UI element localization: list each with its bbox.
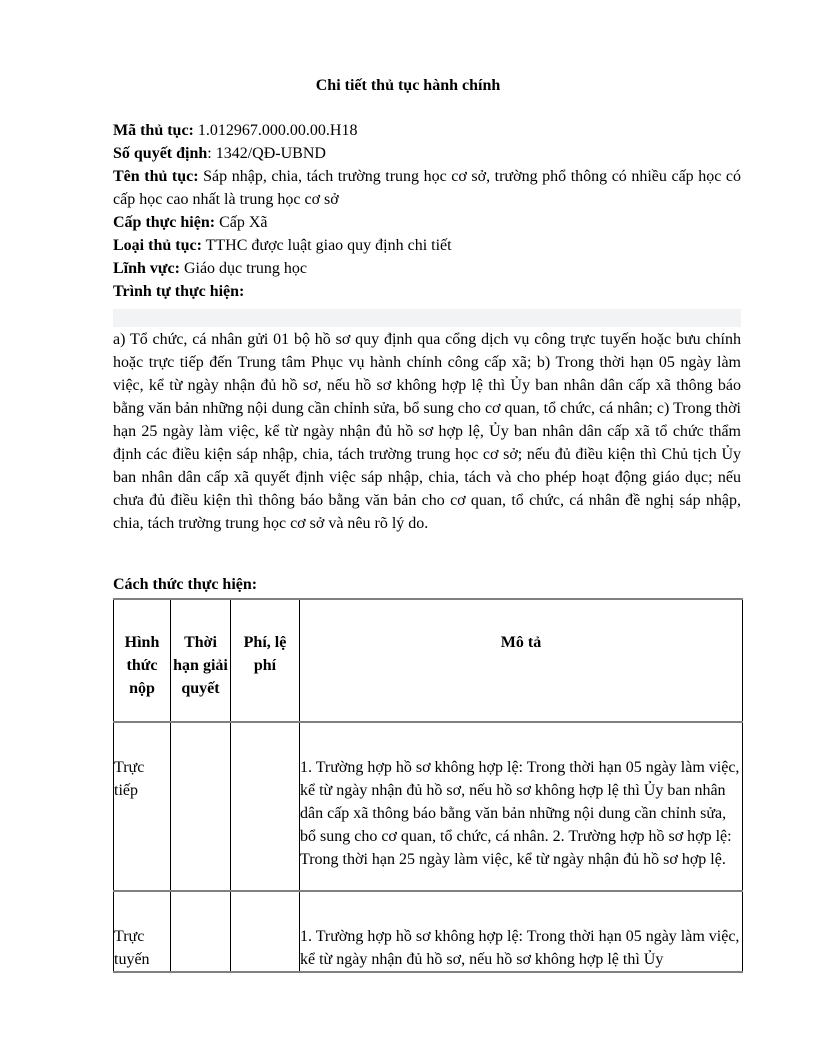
procedure-info (113, 119, 741, 303)
field-value: 1.012967.000.00.00.H18 (193, 122, 358, 139)
table-header-row (114, 599, 743, 722)
cell-fee (231, 891, 300, 972)
cell-description (300, 722, 743, 891)
header-phi-le-phi: Phí, lệ phí (231, 599, 300, 722)
field-label: Loại thủ tục: (113, 237, 202, 254)
duration-value (171, 723, 230, 756)
field-value: TTHC được luật giao quy định chi tiết (201, 237, 452, 254)
field-trinh-tu (113, 280, 741, 303)
cell-method (114, 722, 171, 891)
field-linh-vuc (113, 257, 741, 280)
field-label: Tên thủ tục: (113, 168, 199, 185)
field-value: Giáo dục trung học (179, 260, 308, 277)
duration-value (171, 892, 230, 925)
description-value: 1. Trường hợp hồ sơ không hợp lệ: Trong thời hạn 05 ngày làm việc, kể từ ngày nhận đủ hồ sơ, nếu hồ sơ không hợp lệ thì Ủy ban nhân dân cấp xã thông báo bằng văn bản những nội dung cần chỉnh sửa, bổ sung cho cơ quan, tổ chức, cá nhân. 2. Trường hợp hồ sơ hợp lệ: Trong thời hạn 25 ngày làm việc, kể từ ngày nhận đủ hồ sơ hợp lệ. (300, 759, 740, 868)
field-ten-thu-tuc (113, 165, 741, 211)
cell-duration (171, 722, 231, 891)
field-value: : 1342/QĐ-UBND (207, 145, 326, 162)
field-label: Trình tự thực hiện: (113, 283, 245, 300)
cell-fee (231, 722, 300, 891)
field-label: Số quyết định (113, 145, 208, 162)
field-label: Lĩnh vực: (113, 260, 180, 277)
field-label: Cấp thực hiện: (113, 214, 216, 231)
field-value: Cấp Xã (215, 214, 268, 231)
page-title: Chi tiết thủ tục hành chính (315, 77, 501, 94)
cell-duration (171, 891, 231, 972)
header-thoi-han: Thời hạn giải quyết (171, 599, 231, 722)
cell-method (114, 891, 171, 972)
section-divider (113, 309, 741, 327)
table-row (114, 891, 743, 972)
header-hinh-thuc-nop: Hình thức nộp (114, 599, 171, 722)
method-heading: Cách thức thực hiện: (113, 576, 258, 593)
method-value: Trực tiếp (114, 759, 145, 799)
field-ma-thu-tuc (113, 119, 741, 142)
field-loai-thu-tuc (113, 234, 741, 257)
table-row (114, 722, 743, 891)
field-value: Sáp nhập, chia, tách trường trung học cơ sở, trường phổ thông có nhiều cấp học có cấp học cao nhất là trung học cơ sở (113, 168, 742, 208)
field-label: Mã thủ tục: (113, 122, 194, 139)
fee-value (231, 723, 299, 756)
fee-value (231, 892, 299, 925)
field-so-quyet-dinh (113, 142, 741, 165)
header-mo-ta: Mô tả (300, 599, 743, 722)
field-cap-thuc-hien (113, 211, 741, 234)
procedure-steps-text: a) Tổ chức, cá nhân gửi 01 bộ hồ sơ quy định qua cổng dịch vụ công trực tuyến hoặc bưu chính hoặc trực tiếp đến Trung tâm Phục vụ hành chính công cấp xã; b) Trong thời hạn 05 ngày làm việc, kể từ ngày nhận đủ hồ sơ, nếu hồ sơ không hợp lệ thì Ủy ban nhân dân cấp xã thông báo bằng văn bản những nội dung cần chỉnh sửa, bổ sung cho cơ quan, tổ chức, cá nhân; c) Trong thời hạn 25 ngày làm việc, kể từ ngày nhận đủ hồ sơ hợp lệ, Ủy ban nhân dân cấp xã tổ chức thẩm định các điều kiện sáp nhập, chia, tách trường trung học cơ sở; nếu đủ điều kiện thì Chủ tịch Ủy ban nhân dân cấp xã quyết định việc sáp nhập, chia, tách và cho phép hoạt động giáo dục; nếu chưa đủ điều kiện thì thông báo bằng văn bản cho cơ quan, tổ chức, cá nhân đề nghị sáp nhập, chia, tách trường trung học cơ sở và nêu rõ lý do. (113, 331, 741, 532)
method-value: Trực tuyến (114, 928, 150, 968)
method-table (113, 598, 743, 973)
cell-description (300, 891, 743, 972)
description-value: 1. Trường hợp hồ sơ không hợp lệ: Trong thời hạn 05 ngày làm việc, kể từ ngày nhận đủ hồ sơ, nếu hồ sơ không hợp lệ thì Ủy (300, 928, 740, 968)
